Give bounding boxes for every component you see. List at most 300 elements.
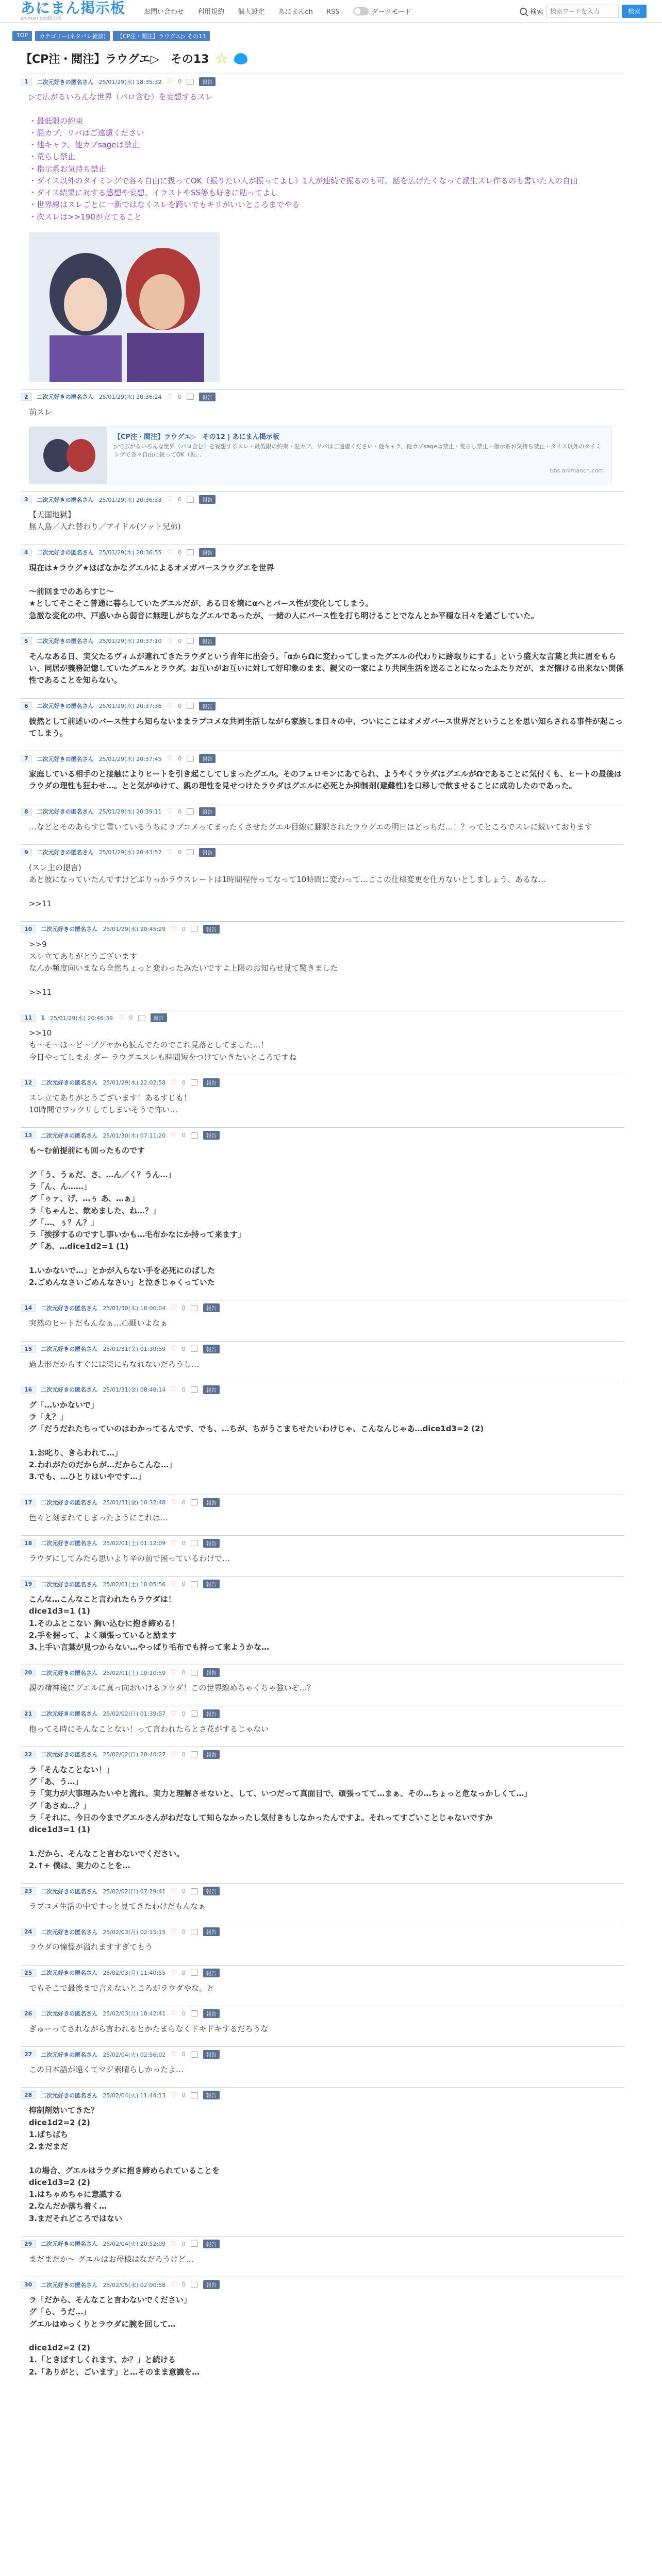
like-count: 0 (178, 849, 182, 856)
like-heart-icon[interactable]: ♡ (118, 1014, 124, 1022)
poster-name: 二次元好きの匿名さん (41, 1079, 98, 1087)
post-body: 家庭している相手のと接触によりヒートを引き起こしてしまったグエル。そのフェロモンにあてられ、ようやくラウダはグエルがΩであることに気付くも、ヒートの最後はラウダの理性も狂わせ…。とと気がゆけて、親の理性を見せつけたラウダはグエルに必死とか抑制剤(避難性)を口移しで飲ませることに成功したのであった。 (29, 769, 622, 791)
like-count: 0 (178, 549, 182, 556)
report-button[interactable]: 報告 (199, 495, 216, 504)
post-header (21, 804, 624, 816)
post-number[interactable]: 28 (21, 2091, 36, 2099)
post-header (21, 545, 624, 557)
site-logo[interactable] (21, 1, 125, 21)
like-count: 0 (129, 1014, 133, 1021)
post-body: 抑制剤効いてきた？ dice1d2=2 (2) 1.ばちばち 2.まだまだ 1の場合、グエルはラウダに抱き締められていることを dice1d3=2 (2) 1.はちゃめちゃに意識する 2.なんだか落ち着く… 3.まだそれどころではない (29, 2106, 220, 2223)
post-body: 抱ってる時にそんなことない！って言われたらとさ花がするじゃない (29, 1724, 269, 1734)
post-date: 25/01/29(水) 20:43:52 (98, 849, 162, 856)
post-number[interactable]: 15 (21, 1345, 36, 1353)
post-body: 親の精神後にグエルに真っ向おいけるラウダ！この世界線めちゃくちゃ強いぞ…？ (29, 1683, 315, 1693)
report-button[interactable]: 報告 (203, 925, 220, 934)
post-number[interactable]: 18 (21, 1539, 36, 1547)
post-body: スレ立てありがとうございます！あるすじも！ 10時間でワックリしてしまいそうで怖い… (29, 1093, 192, 1114)
post-item (21, 1883, 624, 1917)
report-button[interactable]: 報告 (203, 1078, 220, 1087)
reply-icon[interactable] (187, 79, 194, 85)
post-item (21, 804, 624, 837)
post-item (21, 2046, 624, 2080)
poster-name: 二次元好きの匿名さん (41, 2010, 98, 2018)
post-number[interactable]: 26 (21, 2010, 36, 2018)
post-number[interactable]: 6 (21, 702, 32, 710)
reply-icon[interactable] (187, 808, 194, 815)
poster-name: 二次元好きの匿名さん (37, 394, 94, 401)
reply-icon[interactable] (138, 1015, 145, 1021)
report-button[interactable]: 報告 (203, 2280, 220, 2289)
post-date: 25/02/03(月) 18:42:41 (103, 2010, 166, 2018)
reply-icon[interactable] (191, 1970, 198, 1976)
breadcrumb (0, 31, 662, 41)
post-header (21, 2087, 624, 2099)
reply-icon[interactable] (191, 1540, 198, 1546)
post-body: そんなある日、実父たるヴィムが連れてきたラウダという青年に出会う。「αからΩに変わってしまったグエルの代わりに跡取りにする」という盛大な言葉と共に眉をもらい、同居が義務記憶していたグエルとラウダ。お互いがお互いに対して好印象のまま、親父の一家により共同生活を送ることになったふたりだが、まだ懐ける出来ない関係性であることを知らない。 (29, 651, 624, 685)
like-heart-icon[interactable]: ♡ (171, 2281, 177, 2289)
post-date: 25/02/05(水) 02:00:58 (103, 2281, 166, 2289)
post-date: 25/01/29(水) 20:37:45 (98, 755, 162, 762)
post-date: 25/02/02(日) 20:40:27 (103, 1751, 166, 1758)
post-item (21, 545, 624, 626)
nav-rss[interactable]: RSS (326, 8, 340, 16)
like-heart-icon[interactable]: ♡ (167, 755, 173, 762)
like-heart-icon[interactable]: ♡ (171, 1304, 177, 1312)
post-date: 25/02/03(月) 02:15:15 (103, 1928, 166, 1936)
post-list (0, 74, 662, 2382)
poster-name: 二次元好きの匿名さん (41, 1710, 98, 1717)
post-body: >>10 も〜そ〜ほ〜ど〜プグヤから読んでたのでこれ見落としてました…！ 今日やってしまえ ダー ラウグエスレも時間短をつけていきたいところですね (29, 1028, 297, 1062)
post-date: 25/01/29(水) 20:37:36 (98, 703, 162, 709)
report-button[interactable]: 報告 (203, 1709, 220, 1718)
post-item (21, 2277, 624, 2382)
report-button[interactable]: 報告 (203, 1131, 220, 1140)
report-button[interactable]: 報告 (199, 77, 216, 86)
post-header (21, 1382, 624, 1394)
post-date: 25/02/02(日) 01:39:57 (103, 1710, 166, 1717)
reply-icon[interactable] (191, 2282, 198, 2288)
report-button[interactable]: 報告 (199, 637, 216, 646)
post-date: 25/01/31(金) 10:32:48 (103, 1499, 166, 1506)
post-number[interactable]: 5 (21, 637, 32, 645)
report-button[interactable]: 報告 (203, 1303, 220, 1312)
like-heart-icon[interactable]: ♡ (171, 1078, 177, 1087)
post-number[interactable]: 24 (21, 1928, 36, 1936)
like-heart-icon[interactable]: ♡ (167, 702, 173, 710)
post-number[interactable]: 20 (21, 1669, 36, 1676)
post-header (21, 2006, 624, 2018)
link-preview-card[interactable] (29, 427, 611, 484)
like-heart-icon[interactable]: ♡ (171, 1669, 177, 1677)
post-item (21, 633, 624, 691)
poster-name: 二次元好きの匿名さん (37, 849, 94, 856)
post-body: まだまだか～ グエルはお母様はなだろうけど… (29, 2254, 194, 2264)
like-count: 0 (181, 1386, 186, 1393)
nav-terms[interactable]: 利用規約 (197, 8, 225, 16)
post-body: こんな…こんなこと言われたらラウダは！ dice1d3=1 (1) 1.そのふとこない 胸い込むに抱き締める！ 2.手を握って、よく頑張っていると励ます 3.上手い言葉が見つからない…やっぱり毛布でも持って来ようかな… (29, 1595, 270, 1652)
like-heart-icon[interactable]: ♡ (171, 2009, 177, 2018)
post-item (21, 1127, 624, 1293)
post-body: >>9 スレ立てありがとうございます なんか頻度向いまなら全然ちょっと変わったみたいですよ上限のお知らせ見て驚きました >>11 (29, 939, 338, 997)
report-button[interactable]: 報告 (199, 548, 216, 557)
post-date: 25/01/29(水) 20:36:24 (98, 394, 162, 401)
poster-name: 1 (41, 1014, 45, 1021)
thread-title: 【CP注・閲注】ラウグエ▷ その13 (21, 53, 209, 66)
like-count: 0 (181, 925, 186, 933)
reply-icon[interactable] (191, 1346, 198, 1352)
like-count: 0 (181, 1304, 186, 1312)
poster-name: 二次元好きの匿名さん (41, 1346, 98, 1352)
post-number[interactable]: 23 (21, 1887, 36, 1895)
reply-icon[interactable] (191, 1710, 198, 1717)
report-button[interactable]: 報告 (199, 754, 216, 763)
like-heart-icon[interactable]: ♡ (171, 1385, 177, 1394)
link-title: 【CP注・閲注】ラウグエ▷ その12 | あにまん掲示板 (114, 433, 279, 441)
search-icon (520, 8, 527, 15)
post-header (21, 1924, 624, 1936)
post-header (21, 1127, 624, 1140)
top-navbar (0, 0, 662, 23)
like-count: 0 (181, 2240, 186, 2247)
reply-icon[interactable] (191, 1670, 198, 1676)
like-heart-icon[interactable]: ♡ (167, 807, 173, 816)
report-button[interactable]: 報告 (199, 702, 216, 710)
post-date: 25/01/29(水) 20:36:55 (98, 549, 162, 556)
post-number[interactable]: 27 (21, 2050, 36, 2058)
like-count: 0 (181, 1345, 186, 1352)
post-item (21, 1382, 624, 1487)
like-heart-icon[interactable]: ♡ (171, 1580, 177, 1588)
like-count: 0 (178, 78, 182, 85)
poster-name: 二次元好きの匿名さん (41, 1928, 98, 1936)
post-item (21, 1010, 624, 1067)
report-button[interactable]: 報告 (151, 1013, 167, 1022)
like-count: 0 (181, 1079, 186, 1086)
reply-icon[interactable] (187, 394, 194, 400)
like-count: 0 (178, 637, 182, 645)
like-heart-icon[interactable]: ♡ (171, 1709, 177, 1718)
post-number[interactable]: 22 (21, 1751, 36, 1758)
poster-name: 二次元好きの匿名さん (41, 2051, 98, 2058)
search-area (520, 5, 647, 18)
post-number[interactable]: 12 (21, 1079, 36, 1087)
post-body: (スレ主の提言) あと彼になっていたんですけどぶりっかラウスレートは1時間程待ってなって10時間に変わって…ここの仕様変更を仕方ないとしましょう、あるな… >>11 (29, 862, 547, 908)
like-heart-icon[interactable]: ♡ (171, 1969, 177, 1977)
like-heart-icon[interactable]: ♡ (171, 1345, 177, 1353)
like-count: 0 (181, 1539, 186, 1547)
post-number[interactable]: 21 (21, 1710, 36, 1718)
report-button[interactable]: 報告 (203, 1385, 220, 1394)
report-button[interactable]: 報告 (203, 1539, 220, 1548)
post-item (21, 1747, 624, 1876)
like-heart-icon[interactable]: ♡ (167, 78, 173, 86)
like-count: 0 (181, 1751, 186, 1758)
post-header (21, 698, 624, 710)
poster-name: 二次元好きの匿名さん (41, 1386, 98, 1394)
report-button[interactable]: 報告 (203, 1750, 220, 1759)
post-body: この日本語が遠くてマジ素晴らしかったよ… (29, 2065, 184, 2074)
reply-icon[interactable] (191, 2241, 198, 2247)
like-heart-icon[interactable]: ♡ (171, 1928, 177, 1936)
post-number[interactable]: 11 (21, 1014, 36, 1022)
post-header (21, 1747, 624, 1759)
poster-name: 二次元好きの匿名さん (41, 2281, 98, 2289)
post-number[interactable]: 2 (21, 393, 32, 401)
post-item (21, 74, 624, 382)
like-count: 0 (181, 1669, 186, 1676)
post-item (21, 2006, 624, 2039)
reply-icon[interactable] (191, 1581, 198, 1587)
post-body: も〜む前提前にも回ったものです グ「う、うぁだ、さ、…ん／く？うん…」 ラ「ん、ん……」 グ「ゥァ、げ、…ぅ あ、…ぁ」 ラ「ちゃんと、飲めました、ね…？」 グ「…、ぅ？ん？」 ラ「挨拶するのですし事いかも…毛布かなにか持って来ます」 グ「あ、…dice1d2=1 (1) 1.いかないで…」とかが入らない手を必死にのばした 2.ごめんなさいごめんなさい」と泣きじゃくっていた (29, 1146, 246, 1287)
like-heart-icon[interactable]: ♡ (171, 1887, 177, 1895)
post-number[interactable]: 3 (21, 496, 32, 503)
post-header (21, 844, 624, 857)
report-button[interactable]: 報告 (203, 1580, 220, 1588)
like-count: 0 (181, 1132, 186, 1139)
reply-icon[interactable] (187, 638, 194, 644)
post-number[interactable]: 17 (21, 1499, 36, 1506)
post-date: 25/02/04(火) 20:52:09 (103, 2241, 166, 2248)
search-input[interactable] (547, 5, 619, 18)
post-date: 25/02/04(火) 11:44:13 (103, 2092, 166, 2099)
report-button[interactable]: 報告 (199, 807, 216, 816)
like-heart-icon[interactable]: ♡ (171, 2240, 177, 2248)
like-heart-icon[interactable]: ♡ (167, 393, 173, 401)
post-header (21, 1300, 624, 1312)
post-number[interactable]: 13 (21, 1131, 36, 1139)
reply-icon[interactable] (191, 1386, 198, 1393)
post-date: 25/01/29(水) 20:36:33 (98, 496, 162, 503)
post-number[interactable]: 1 (21, 78, 32, 86)
post-number[interactable]: 4 (21, 549, 32, 556)
link-thumbnail (29, 427, 107, 484)
post-date: 25/01/30(木) 07:11:20 (103, 1132, 166, 1139)
search-button[interactable]: 検索 (622, 5, 647, 18)
post-item (21, 2236, 624, 2269)
poster-name: 二次元好きの匿名さん (37, 78, 94, 86)
like-count: 0 (178, 393, 182, 400)
reply-icon[interactable] (191, 1499, 198, 1505)
post-item (21, 1924, 624, 1957)
report-button[interactable]: 報告 (203, 2240, 220, 2248)
post-header (21, 921, 624, 934)
post-date: 25/02/01(土) 10:05:56 (103, 1581, 166, 1588)
post-body: 現在は★ラウグ★ほぼなかなグエルによるオメガバースラウグエを世界 ～前回までのあらすじ～ ★としてそこそこ普通に暮らしていたグエルだが、ある日を境にαへとバース性が変化してしまう。 急激な変化の中、戸惑いから弱音に無理しがちなグエルであったが、一緒の人にバース性を打ち明けることでなんとか平穏な日々を過ごしていた。 (29, 563, 539, 620)
like-count: 0 (181, 2281, 186, 2288)
like-count: 0 (178, 702, 182, 709)
like-count: 0 (181, 1710, 186, 1717)
post-date: 25/01/29(水) 20:39:11 (98, 808, 162, 815)
post-header (21, 1341, 624, 1353)
like-heart-icon[interactable]: ♡ (171, 2050, 177, 2058)
post-number[interactable]: 7 (21, 755, 32, 762)
reply-icon[interactable] (191, 2052, 198, 2058)
post-header (21, 74, 624, 86)
link-host: bbs.animanch.com (550, 467, 604, 474)
toggle-switch[interactable] (353, 7, 369, 15)
post-date: 25/02/03(月) 11:40:55 (103, 1970, 166, 1976)
post-number[interactable]: 30 (21, 2281, 36, 2289)
poster-name: 二次元好きの匿名さん (37, 638, 94, 645)
like-heart-icon[interactable]: ♡ (171, 1131, 177, 1140)
post-item (21, 492, 624, 537)
post-header (21, 1883, 624, 1895)
report-button[interactable]: 報告 (203, 1345, 220, 1353)
like-heart-icon[interactable]: ♡ (171, 1498, 177, 1506)
post-body: 色々と刻まれてしまったようにこれは… (29, 1513, 169, 1522)
post-body: …などとそのあらすじ書いているうちにラブコメってまったくさせたグエル目線に翻訳されたラウグエの明日はどっちだ…！？ってところでスレに続いております (29, 822, 592, 832)
reply-icon[interactable] (187, 497, 194, 503)
reply-icon[interactable] (191, 2010, 198, 2016)
like-heart-icon[interactable]: ♡ (167, 848, 173, 856)
breadcrumb-category[interactable]: カテゴリー(ネタバレ雑談) (35, 31, 110, 41)
poster-name: 二次元好きの匿名さん (37, 755, 94, 762)
report-button[interactable]: 報告 (199, 393, 216, 401)
reply-icon[interactable] (191, 1305, 198, 1311)
post-body: 突然のヒートだもんなぁ…心細いよなぁ (29, 1318, 168, 1328)
reply-icon[interactable] (187, 849, 194, 855)
report-button[interactable]: 報告 (199, 848, 216, 857)
post-number[interactable]: 10 (21, 925, 36, 933)
post-date: 25/01/31(金) 01:39:59 (103, 1346, 166, 1352)
like-heart-icon[interactable]: ♡ (167, 496, 173, 503)
post-number[interactable]: 9 (21, 849, 32, 856)
poster-name: 二次元好きの匿名さん (41, 926, 98, 933)
post-header (21, 1576, 624, 1588)
post-image[interactable] (29, 232, 220, 382)
dark-mode-toggle[interactable] (353, 6, 411, 16)
twitter-share-icon[interactable] (234, 53, 247, 64)
report-button[interactable]: 報告 (203, 2050, 220, 2059)
post-date: 25/02/01(土) 01:12:09 (103, 1540, 166, 1547)
link-description: ▷で広がるいろんな世界（パロ含む）を妄想するスレ・最低限の約束・混カプ、リバはご遠慮ください・他キャラ、他カプsageは禁止・荒らし禁止・指示系お気持ち禁止・ダイス以外のタイミングで各々自由に扱ってOK（振… (114, 443, 602, 458)
post-date: 25/01/29(水) 20:46:39 (49, 1014, 113, 1022)
post-body: でもそこで最後まで言えないところがラウダやな。と (29, 1983, 214, 1993)
reply-icon[interactable] (191, 1132, 198, 1139)
post-header (21, 2277, 624, 2289)
report-button[interactable]: 報告 (203, 1887, 220, 1895)
post-date: 25/02/02(日) 07:29:41 (103, 1888, 166, 1895)
report-button[interactable]: 報告 (203, 2009, 220, 2018)
like-heart-icon[interactable]: ♡ (167, 637, 173, 645)
post-number[interactable]: 25 (21, 1969, 36, 1977)
reply-icon[interactable] (191, 1929, 198, 1935)
like-count: 0 (181, 2092, 186, 2099)
report-button[interactable]: 報告 (203, 1969, 220, 1977)
post-date: 25/01/29(水) 20:37:10 (98, 638, 162, 645)
post-number[interactable]: 16 (21, 1386, 36, 1394)
post-body: ぎゅーってされながら言われるとかたまらなくドキドキするだろうな (29, 2024, 269, 2033)
post-header (21, 633, 624, 646)
post-item (21, 921, 624, 1003)
like-count: 0 (181, 1928, 186, 1936)
post-body: ラウダの憧憬が溢れますすぎてもう (29, 1942, 153, 1952)
reply-icon[interactable] (191, 926, 198, 932)
poster-name: 二次元好きの匿名さん (41, 1304, 98, 1312)
like-heart-icon[interactable]: ♡ (167, 548, 173, 556)
like-count: 0 (178, 755, 182, 762)
post-body: ラウダにしてみたら思いより辛の前で困っているわけで… (29, 1553, 230, 1563)
post-body: ▷で広がるいろんな世界（パロ含む）を妄想するスレ ・最低限の約束 ・混カプ、リバはご遠慮ください ・他キャラ、他カプsageは禁止 ・荒らし禁止 ・指示系お気持ち禁止 ・ダイス以外のタイミングで各々自由に扱ってOK（振りたい人が振ってよし）1人が連続で振るのも可。話を広げたくなって派生スレ作るのも書いた人の自由 ・ダイス結果に対する感想や妄想、イラストやSS等も好きに貼ってよし ・世界線はスレごとに一新ではなくスレを跨いでもキリがいいところまでやる ・次スレは>>190が立てること (29, 92, 578, 222)
breadcrumb-top[interactable]: TOP (12, 31, 32, 41)
post-date: 25/02/04(火) 02:56:02 (103, 2051, 166, 2058)
dark-mode-label: ダークモード (371, 8, 412, 16)
reply-icon[interactable] (187, 703, 194, 709)
report-button[interactable]: 報告 (203, 1668, 220, 1677)
poster-name: 二次元好きの匿名さん (41, 2241, 98, 2248)
like-heart-icon[interactable]: ♡ (171, 1750, 177, 1758)
like-heart-icon[interactable]: ♡ (171, 925, 177, 933)
poster-name: 二次元好きの匿名さん (41, 1499, 98, 1506)
nav-settings[interactable]: 個人設定 (238, 8, 265, 16)
reply-icon[interactable] (191, 1751, 198, 1757)
like-count: 0 (181, 1581, 186, 1587)
post-number[interactable]: 19 (21, 1580, 36, 1588)
poster-name: 二次元好きの匿名さん (41, 1970, 98, 1976)
poster-name: 二次元好きの匿名さん (41, 1669, 98, 1676)
reply-icon[interactable] (191, 2092, 198, 2098)
thread-title-bar (21, 50, 662, 66)
post-header (21, 389, 624, 401)
like-heart-icon[interactable]: ♡ (171, 2091, 177, 2099)
post-header (21, 1665, 624, 1677)
post-date: 25/02/01(土) 10:10:59 (103, 1669, 166, 1676)
post-number[interactable]: 29 (21, 2240, 36, 2248)
post-date: 25/01/29(水) 18:35:32 (98, 78, 162, 86)
post-item (21, 1495, 624, 1528)
reply-icon[interactable] (187, 756, 194, 762)
like-heart-icon[interactable]: ♡ (171, 1539, 177, 1547)
post-body: 過去形だからすぐには楽にもなれないだろうし… (29, 1359, 200, 1369)
post-item (21, 389, 624, 484)
breadcrumb-thread[interactable]: 【CP注・閲注】ラウグエ▷ その13 (113, 31, 210, 41)
post-item (21, 1665, 624, 1698)
reply-icon[interactable] (187, 549, 194, 555)
poster-name: 二次元好きの匿名さん (37, 496, 94, 503)
post-body: ラブコメ生活の中ですっと見てきたわけだもんなぁ (29, 1902, 206, 1911)
poster-name: 二次元好きの匿名さん (41, 1581, 98, 1588)
reply-icon[interactable] (191, 1079, 198, 1086)
report-button[interactable]: 報告 (203, 1498, 220, 1507)
poster-name: 二次元好きの匿名さん (41, 1888, 98, 1895)
post-header (21, 2236, 624, 2248)
nav-animanch[interactable]: あにまんch (278, 8, 313, 16)
post-number[interactable]: 14 (21, 1304, 36, 1312)
poster-name: 二次元好きの匿名さん (41, 1540, 98, 1547)
report-button[interactable]: 報告 (203, 1927, 220, 1936)
poster-name: 二次元好きの匿名さん (37, 549, 94, 556)
nav-contact[interactable]: お問い合わせ (144, 8, 185, 16)
like-count: 0 (181, 1888, 186, 1894)
like-count: 0 (178, 808, 182, 815)
reply-icon[interactable] (191, 1888, 198, 1894)
like-count: 0 (181, 2051, 186, 2058)
post-item (21, 1576, 624, 1657)
post-number[interactable]: 8 (21, 808, 32, 816)
post-header (21, 492, 624, 504)
post-header (21, 1075, 624, 1087)
poster-name: 二次元好きの匿名さん (41, 1132, 98, 1139)
post-header (21, 751, 624, 763)
post-item (21, 1535, 624, 1569)
post-body: ラ「だから、そんなこと言わないでください」 グ「ら、うだ…」 グエルはゆっくりとラウダに腕を回して… dice1d2=2 (2) 1.「ときぼすしくれます、か？」と続ける 2.「ありがと、ごいます」と…そのまま意識を… (29, 2295, 200, 2377)
post-header (21, 1965, 624, 1977)
favorite-star-icon[interactable]: ☆ (215, 49, 228, 67)
post-item (21, 1300, 624, 1333)
like-count: 0 (181, 1969, 186, 1976)
report-button[interactable]: 報告 (203, 2091, 220, 2099)
